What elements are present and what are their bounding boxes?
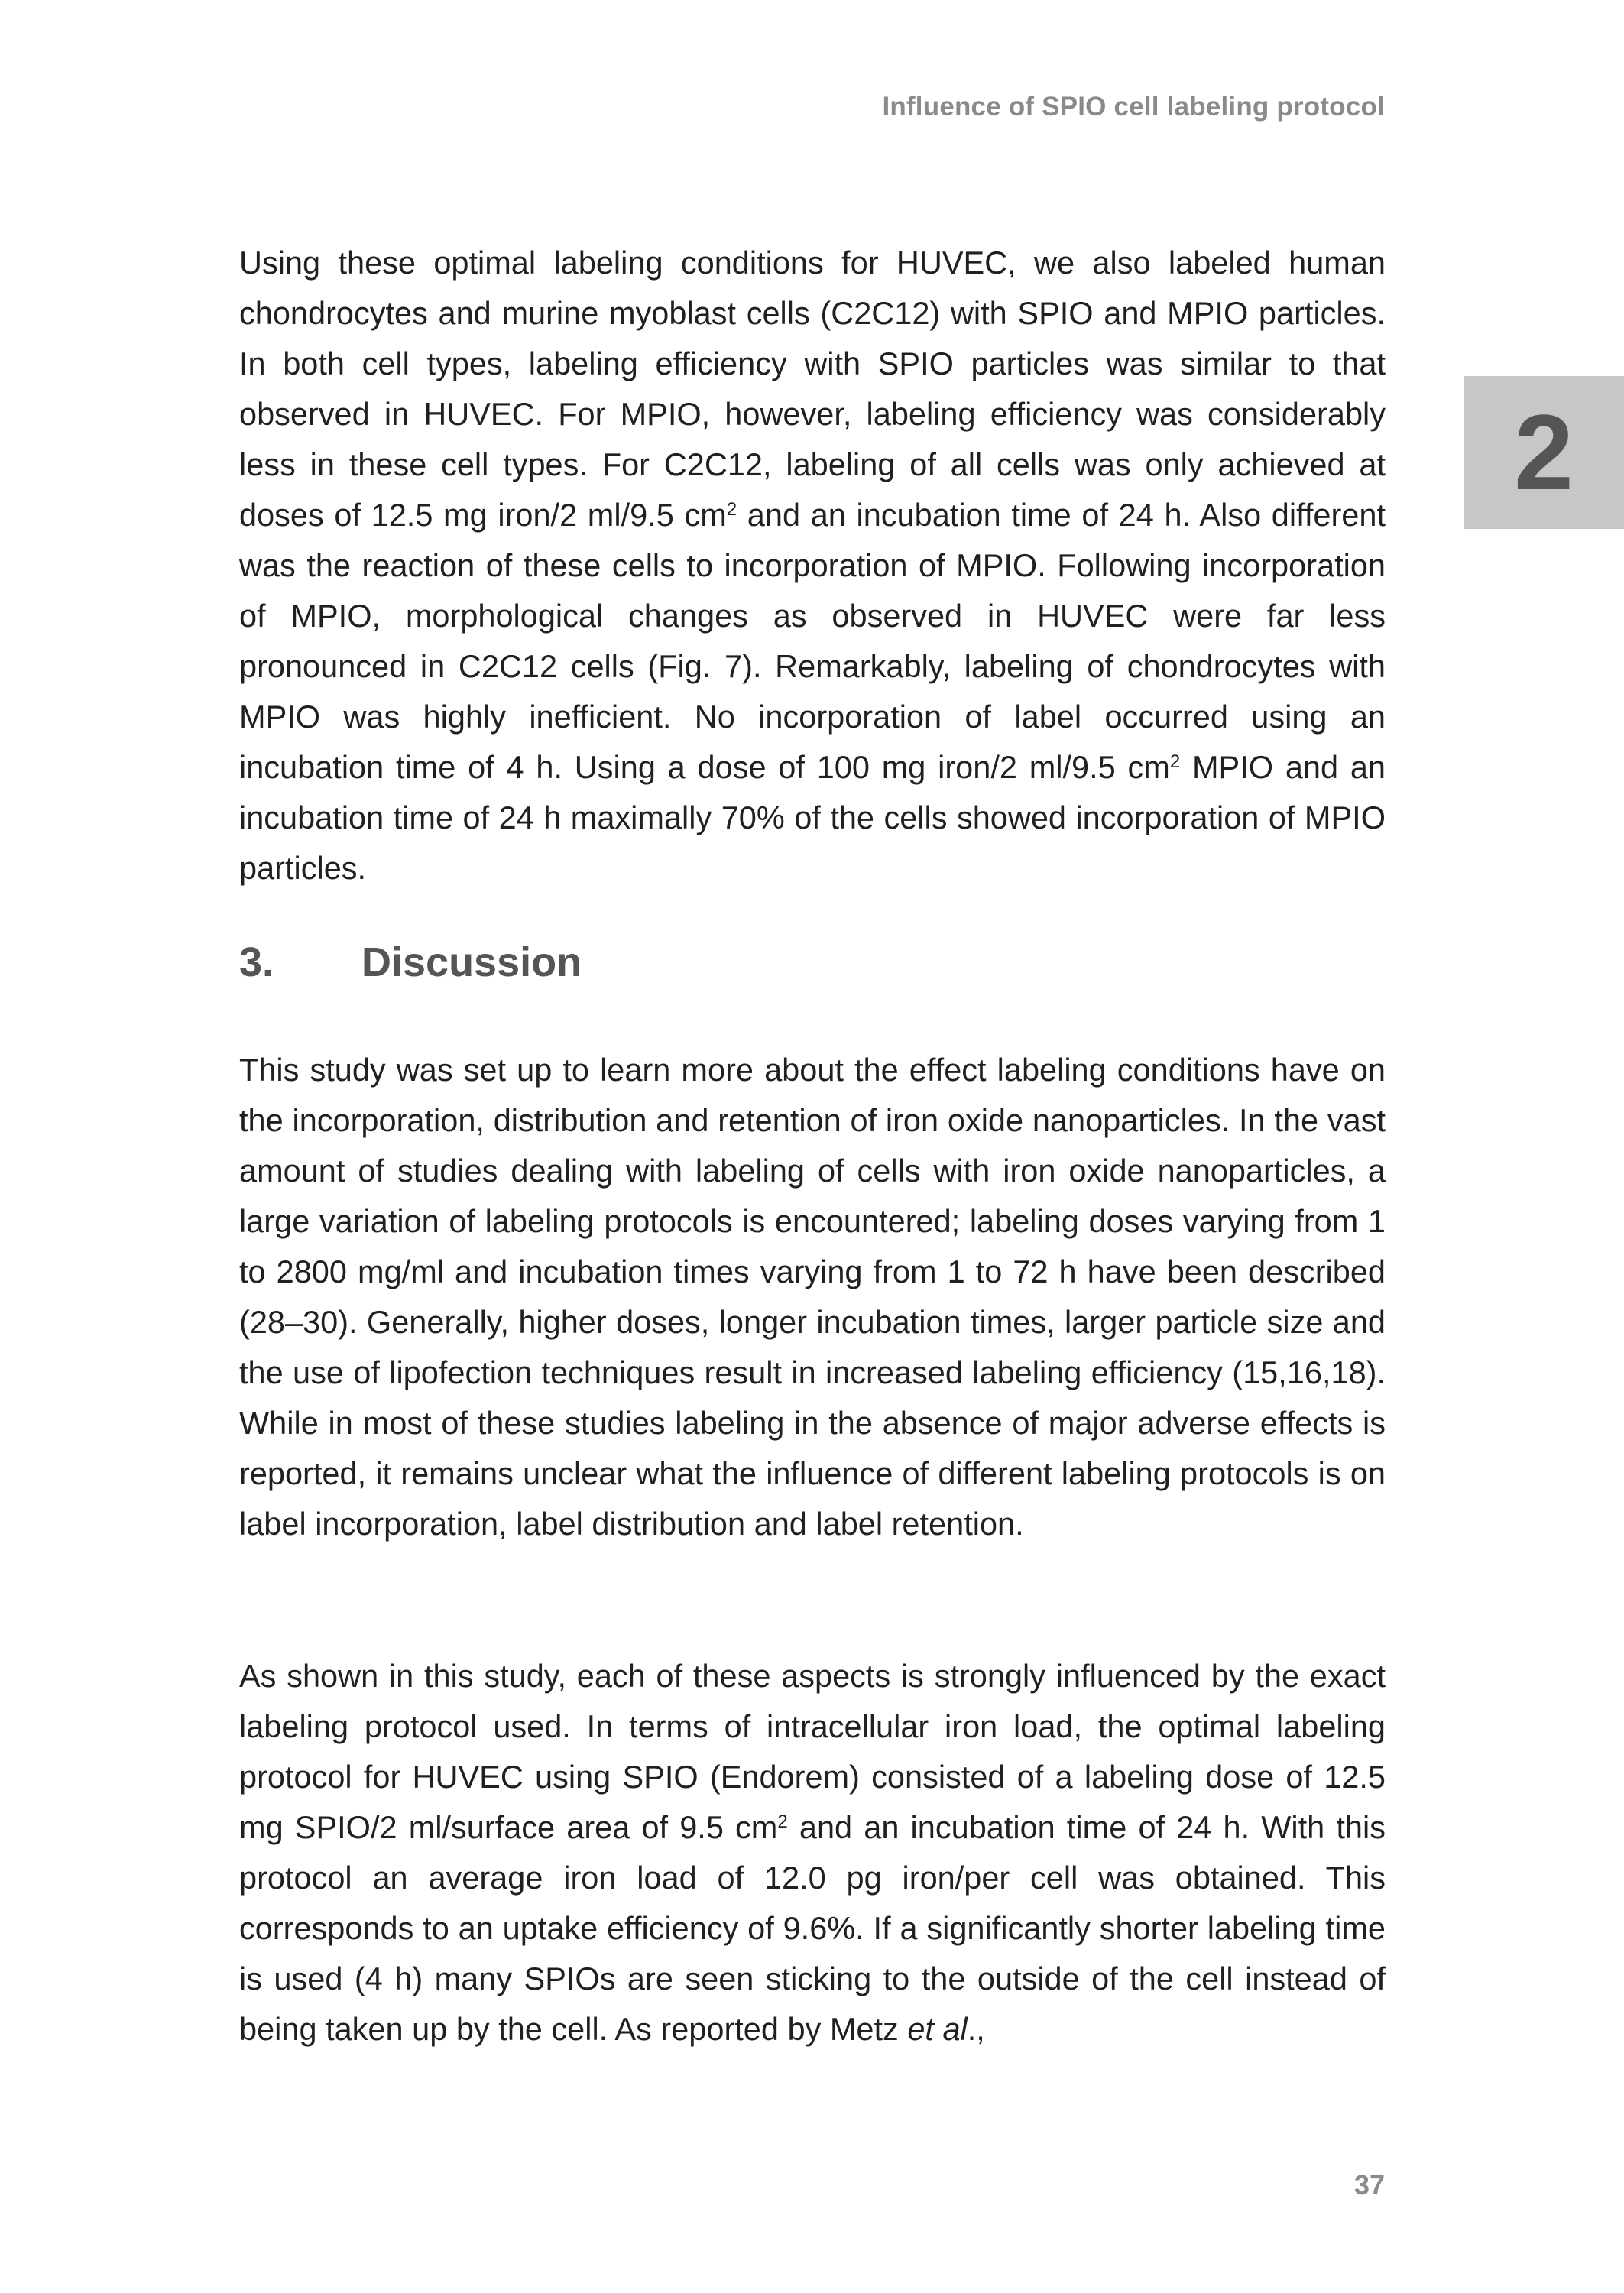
running-header: Influence of SPIO cell labeling protocol bbox=[882, 92, 1385, 122]
chapter-number: 2 bbox=[1514, 392, 1574, 512]
superscript: 2 bbox=[1169, 751, 1181, 772]
section-title: Discussion bbox=[361, 939, 582, 985]
section-heading bbox=[239, 939, 582, 986]
page-number: 37 bbox=[1353, 2169, 1385, 2201]
chapter-tab bbox=[1464, 376, 1624, 529]
results-paragraph-block bbox=[239, 238, 1386, 894]
discussion-paragraph-1: This study was set up to learn more about the effect labeling conditions have on the incorporation, distribution and retention of iron oxide nanoparticles. In the vast amount of studies dealing with labeling of cells with iron oxide nanoparticles, a large variation of labeling protocols is encountered; labeling doses varying from 1 to 2800 mg/ml and incubation times varying from 1 to 72 h have been described (28–30). Generally, higher doses, longer incubation times, larger particle size and the use of lipofection techniques result in increased labeling efficiency (15,16,18). While in most of these studies labeling in the absence of major adverse effects is reported, it remains unclear what the influence of different labeling protocols is on label incorporation, label distribution and label retention. bbox=[239, 1052, 1386, 1542]
superscript: 2 bbox=[777, 1811, 788, 1832]
italic-text: et al bbox=[907, 2011, 968, 2047]
text-run: MPIO and an incubation time of 24 h maximally 70% of the cells showed incorporation of MPIO particles. bbox=[239, 749, 1386, 886]
text-run: Using these optimal labeling conditions for HUVEC, we also labeled human chondrocytes and murine myoblast cells (C2C12) with SPIO and MPIO particles. In both cell types, labeling efficiency with SPIO particles was similar to that observed in HUVEC. For MPIO, however, labeling efficiency was considerably less in these cell types. For C2C12, labeling of all cells was only achieved at doses of 12.5 mg iron/2 ml/9.5 cm bbox=[239, 245, 1386, 533]
text-run: As shown in this study, each of these aspects is strongly influenced by the exact labeling protocol used. In terms of intracellular iron load, the optimal labeling protocol for HUVEC using SPIO (Endorem) consisted of a labeling dose of 12.5 mg SPIO/2 ml/surface area of 9.5 cm bbox=[239, 1658, 1386, 1845]
text-run: ., bbox=[967, 2011, 985, 2047]
discussion-paragraph-2 bbox=[239, 1651, 1386, 2055]
discussion-paragraph-block-2 bbox=[239, 1651, 1386, 2055]
superscript: 2 bbox=[726, 499, 737, 520]
text-run: and an incubation time of 24 h. With this protocol an average iron load of 12.0 pg iron/per cell was obtained. This corresponds to an uptake efficiency of 9.6%. If a significantly shorter labeling time is used (4 h) many SPIOs are seen sticking to the outside of the cell instead of being taken up by the cell. As reported by Metz bbox=[239, 1809, 1386, 2047]
text-run: and an incubation time of 24 h. Also different was the reaction of these cells to incorporation of MPIO. Following incorporation of MPIO, morphological changes as observed in HUVEC were far less pronounced in C2C12 cells (Fig. 7). Remarkably, labeling of chondrocytes with MPIO was highly inefficient. No incorporation of label occurred using an incubation time of 4 h. Using a dose of 100 mg iron/2 ml/9.5 cm bbox=[239, 497, 1386, 785]
section-number: 3. bbox=[239, 939, 274, 985]
results-paragraph bbox=[239, 238, 1386, 894]
discussion-paragraph-block-1 bbox=[239, 1045, 1386, 1549]
